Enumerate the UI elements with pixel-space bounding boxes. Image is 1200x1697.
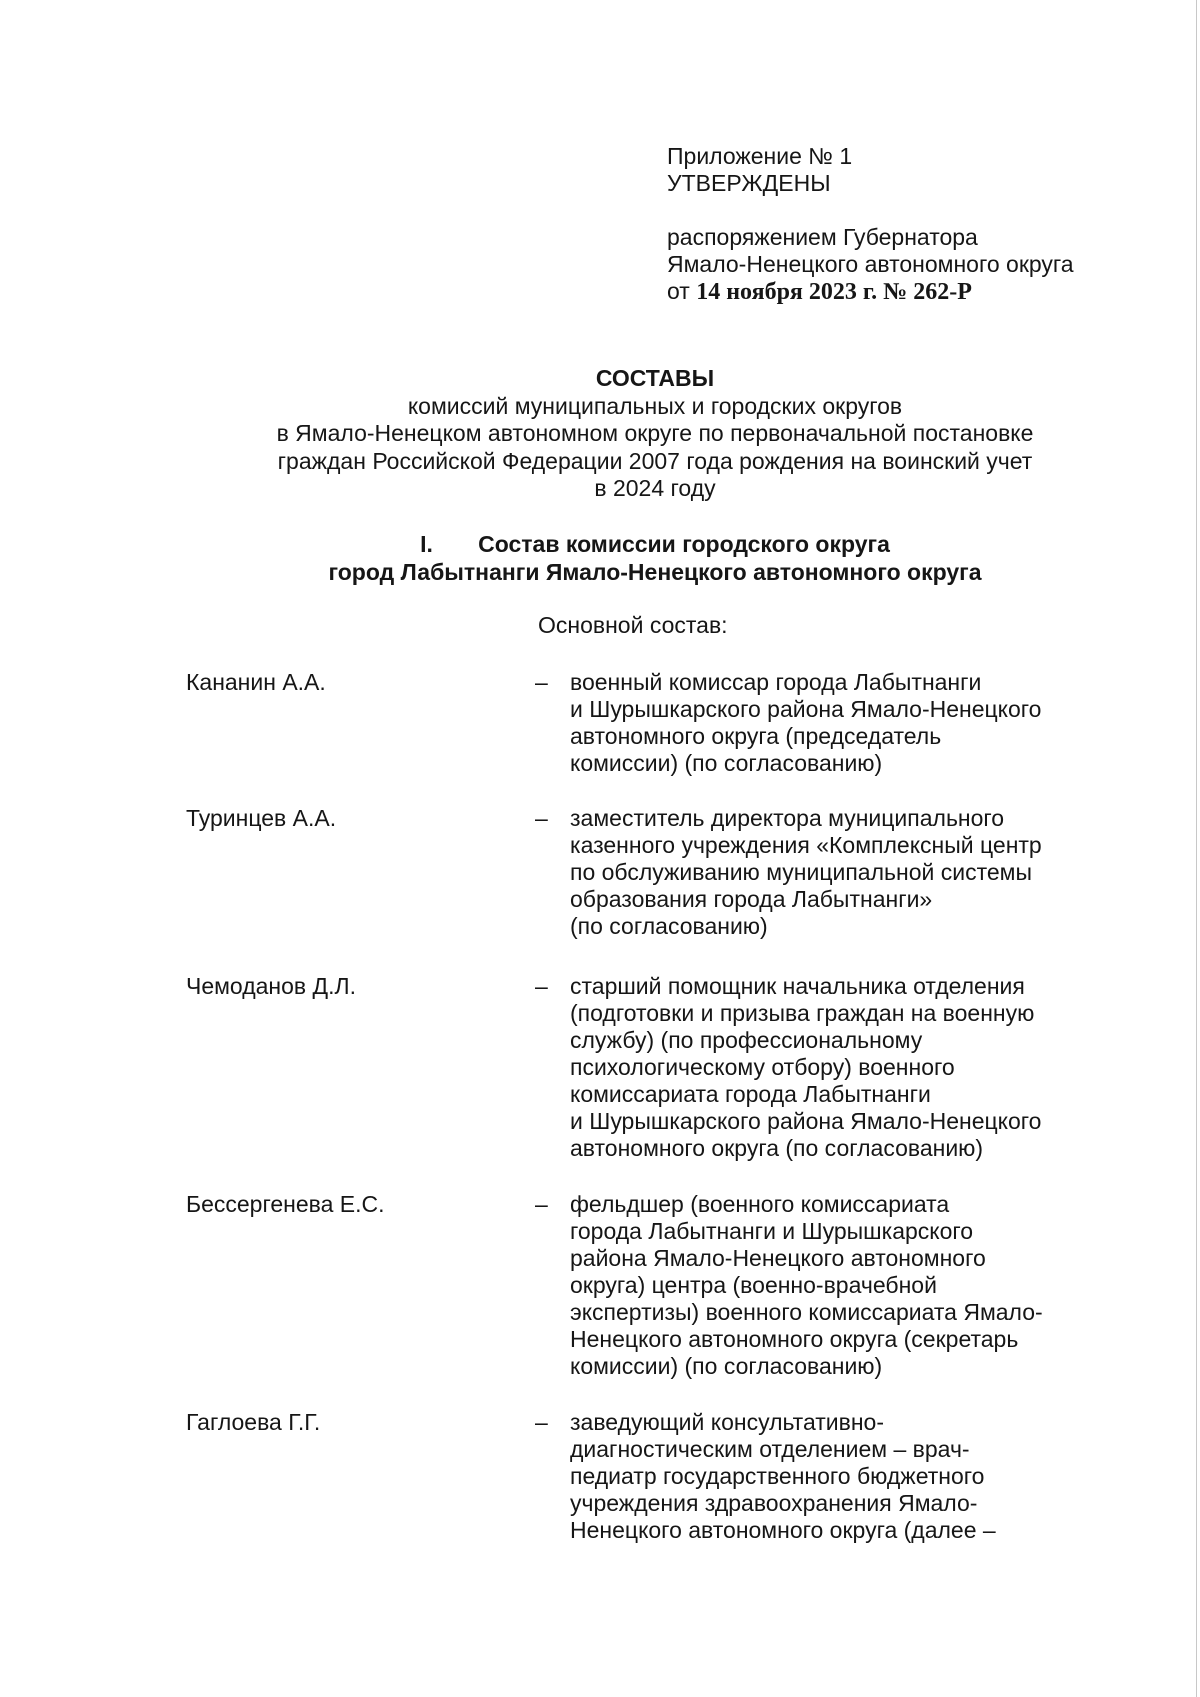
member-dash: – (535, 973, 548, 999)
section-heading (200, 530, 1110, 586)
member-role: старший помощник начальника отделения (подготовки и призыва граждан на военную службу) (по профессиональному психологическому отбору) военного комиссариата города Лабытнанги и Шурышкарского района Ямало-Ненецкого автономного округа (по согласованию) (570, 973, 1042, 1161)
member-name: Чемоданов Д.Л. (186, 973, 356, 999)
title-line-4: в 2024 году (594, 475, 716, 501)
member-role: заместитель директора муниципального казенного учреждения «Комплексный центр по обслуживанию муниципальной системы образования города Лабытнанги» (по согласованию) (570, 805, 1042, 939)
document-title (200, 365, 1110, 503)
title-line-3: граждан Российской Федерации 2007 года рождения на воинский учет (277, 447, 1033, 474)
approved-label: УТВЕРЖДЕНЫ (667, 170, 831, 196)
title-heading: СОСТАВЫ (595, 365, 715, 391)
approval-block (667, 143, 1187, 306)
member-dash: – (535, 669, 548, 695)
member-role: военный комиссар города Лабытнанги и Шурышкарского района Ямало-Ненецкого автономного округа (председатель комиссии) (по согласованию) (570, 669, 1042, 776)
section-heading-line-1 (200, 530, 1110, 558)
member-dash: – (535, 805, 548, 831)
member-role: заведующий консультативно- диагностическим отделением – врач- педиатр государственного бюджетного учреждения здравоохранения Ямало- Ненецкого автономного округа (далее – (570, 1409, 996, 1543)
member-role: фельдшер (военного комиссариата города Лабытнанги и Шурышкарского района Ямало-Ненецкого автономного округа) центра (военно-врачебной экспертизы) военного комиссариата Ямало- Ненецкого автономного округа (секретарь комиссии) (по согласованию) (570, 1191, 1043, 1379)
member-dash: – (535, 1191, 548, 1217)
section-number: I. (420, 531, 433, 557)
main-composition-label: Основной состав: (538, 612, 728, 638)
section-title-2: город Лабытнанги Ямало-Ненецкого автономного округа (328, 559, 982, 585)
order-line-1: распоряжением Губернатора (667, 224, 978, 250)
order-line-2: Ямало-Ненецкого автономного округа (667, 251, 1074, 277)
section-title-1: Состав комиссии городского округа (478, 531, 890, 557)
member-name: Кананин А.А. (186, 669, 326, 695)
appendix-label: Приложение № 1 (667, 143, 853, 169)
title-line-2: в Ямало-Ненецком автономном округе по первоначальной постановке (276, 420, 1034, 446)
member-name: Бессергенева Е.С. (186, 1191, 385, 1217)
order-date-line (667, 278, 1187, 306)
order-date-prefix: от (667, 278, 690, 304)
page-edge (1196, 0, 1197, 1697)
member-name: Гаглоева Г.Г. (186, 1409, 321, 1435)
member-name: Туринцев А.А. (186, 805, 337, 831)
order-date-number: 14 ноября 2023 г. № 262-Р (696, 279, 972, 305)
member-dash: – (535, 1409, 548, 1435)
title-line-1: комиссий муниципальных и городских округов (407, 392, 903, 419)
